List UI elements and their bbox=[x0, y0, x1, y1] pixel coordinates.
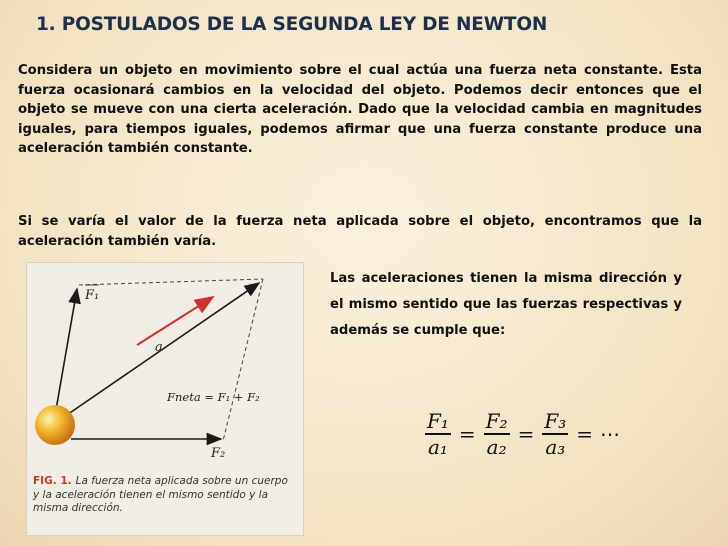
object-ball bbox=[35, 405, 75, 445]
second-paragraph: Si se varía el valor de la fuerza neta aplicada sobre el objeto, encontramos que la aceleración también varía. bbox=[18, 214, 702, 249]
fraction-3-numerator: F₃ bbox=[544, 409, 567, 434]
force-diagram bbox=[27, 263, 303, 473]
figure-caption-text: La fuerza neta aplicada sobre un cuerpo y la aceleración tienen el mismo sentido y la misma dirección. bbox=[33, 475, 288, 514]
dashed-line-top bbox=[79, 279, 263, 285]
equals-sign-2: = bbox=[517, 422, 535, 446]
figure-caption bbox=[33, 475, 295, 516]
acceleration-arrow bbox=[137, 297, 213, 345]
fraction-1-denominator: a₁ bbox=[427, 434, 448, 459]
equals-sign-1: = bbox=[458, 422, 476, 446]
fraction-1-numerator: F₁ bbox=[427, 409, 449, 434]
ellipsis: ⋯ bbox=[600, 422, 621, 446]
f1-label: F₁ bbox=[85, 288, 100, 303]
fraction-1 bbox=[425, 410, 451, 458]
fraction-2-denominator: a₂ bbox=[486, 434, 507, 459]
slide-title: 1. POSTULADOS DE LA SEGUNDA LEY DE NEWTON bbox=[36, 14, 548, 35]
fraction-3 bbox=[542, 410, 568, 458]
fraction-2 bbox=[484, 410, 510, 458]
fneta-label: Fneta = F₁ + F₂ bbox=[167, 390, 260, 404]
a-label: a bbox=[155, 340, 163, 355]
fraction-2-numerator: F₂ bbox=[485, 409, 508, 434]
intro-paragraph: Considera un objeto en movimiento sobre el cual actúa una fuerza neta constante. Esta fuerza ocasionará cambios en la velocidad del objeto. Podemos decir entonces que el objeto se mueve con una cierta aceleración. Dado que la velocidad cambia en magnitudes iguales, para tiempos iguales, podemos afirmar que una fuerza constante produce una aceleración también constante. bbox=[18, 63, 702, 157]
side-paragraph: Las aceleraciones tienen la misma dirección y el mismo sentido que las fuerzas respectivas y además se cumple que: bbox=[330, 271, 682, 338]
equals-sign-3: = bbox=[576, 422, 594, 446]
fraction-3-denominator: a₃ bbox=[545, 434, 566, 459]
force-diagram-figure bbox=[26, 262, 304, 536]
figure-caption-label: FIG. 1. bbox=[33, 475, 72, 487]
f2-label: F₂ bbox=[211, 446, 226, 461]
ratio-formula bbox=[422, 404, 620, 464]
